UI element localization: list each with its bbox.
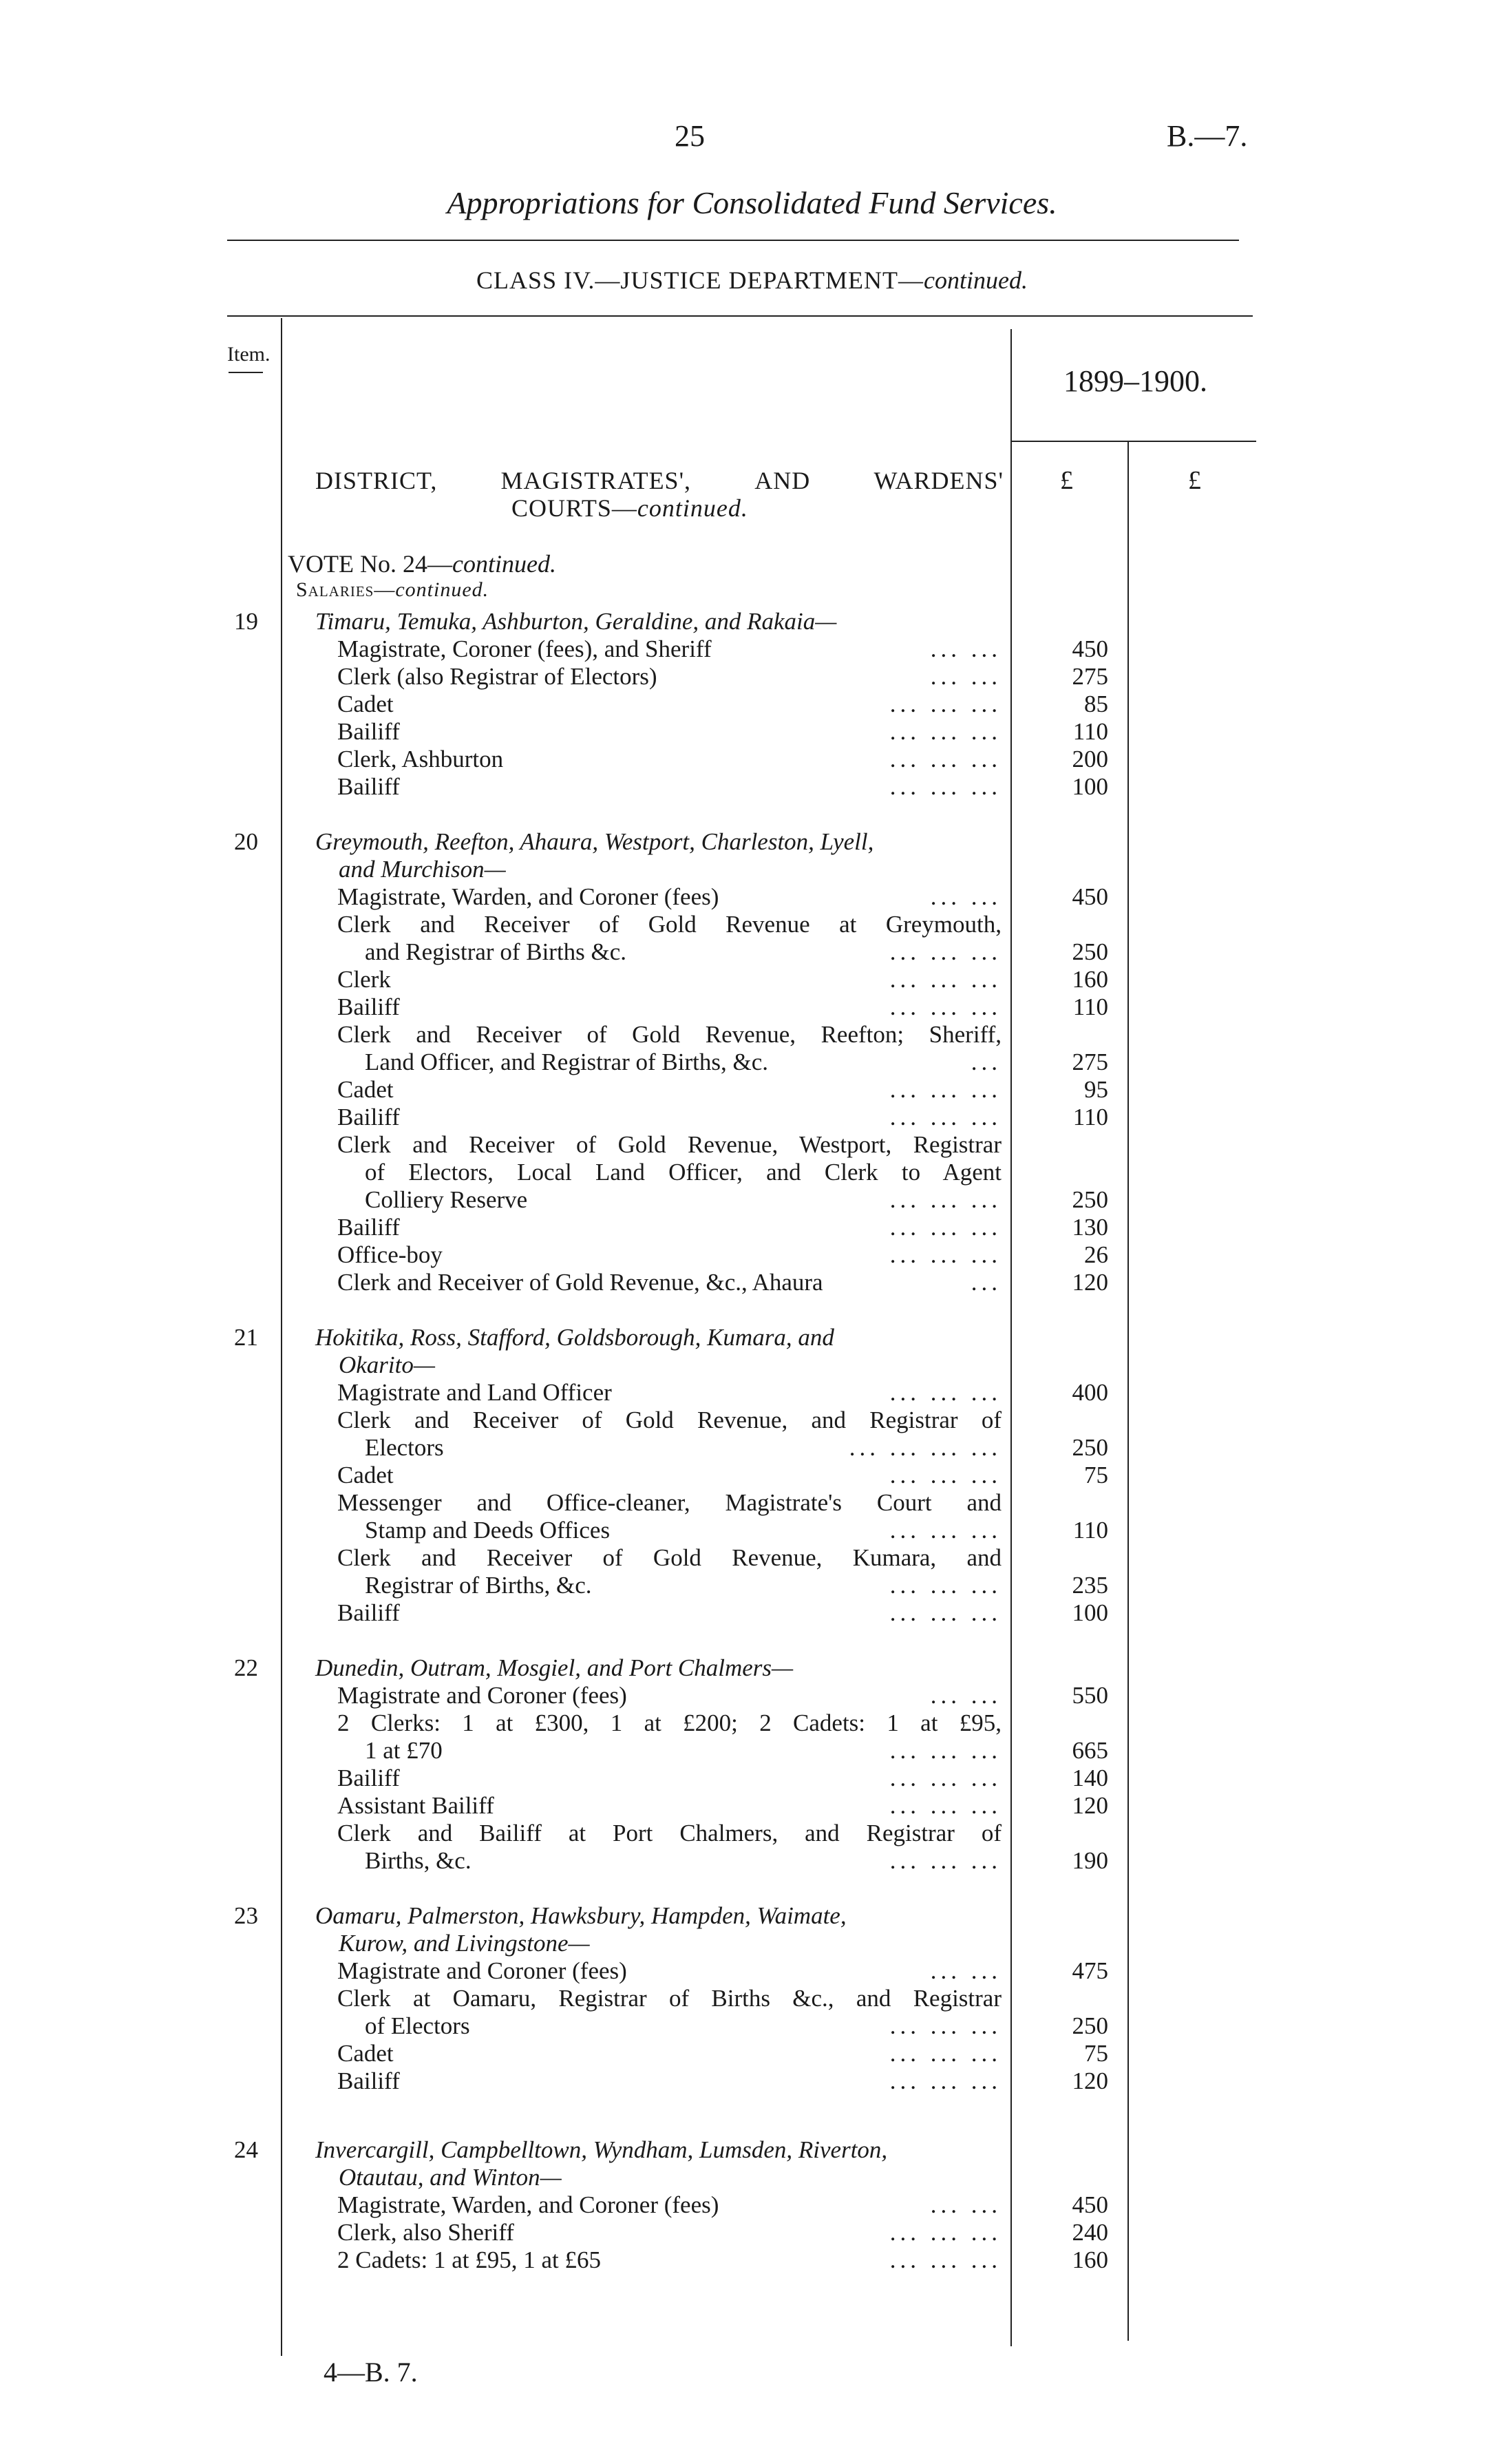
salary-line [0, 2067, 1504, 2095]
salary-description [365, 1049, 1002, 1076]
item-heading-row [0, 2136, 1504, 2164]
salary-description [337, 1379, 1002, 1407]
salary-description [337, 2191, 1002, 2219]
salary-description [337, 2246, 1002, 2274]
salary-amount: 100 [1072, 1599, 1108, 1626]
salary-amount: 26 [1084, 1241, 1108, 1268]
salary-amount: 275 [1072, 663, 1108, 690]
item-number: 21 [234, 1324, 258, 1351]
item-heading-row [0, 2164, 1504, 2191]
salary-amount: 120 [1072, 1792, 1108, 1819]
salary-description: 2 Clerks: 1 at £300, 1 at £200; 2 Cadets: 1 at £95, [337, 1709, 1002, 1736]
salary-amount: 400 [1072, 1379, 1108, 1406]
salary-description [365, 1572, 1002, 1599]
salary-line [0, 1076, 1504, 1104]
year-header-rule [1012, 441, 1256, 442]
salary-description [337, 746, 1002, 773]
salary-amount: 75 [1084, 1462, 1108, 1488]
salary-line [0, 1572, 1504, 1599]
salary-description [337, 1241, 1002, 1269]
section-word-1: DISTRICT, [315, 467, 438, 494]
salary-line [0, 993, 1504, 1021]
salary-label: Stamp and Deeds Offices [365, 1517, 611, 1544]
salary-description [337, 1076, 1002, 1104]
salary-line [0, 938, 1504, 966]
salary-line [0, 1847, 1504, 1875]
salary-label: Magistrate and Land Officer [337, 1379, 612, 1406]
leader-dots: ... ... ... [889, 718, 1002, 745]
salary-label: of Electors [365, 2012, 470, 2039]
salary-line [0, 1269, 1504, 1296]
salary-description [365, 2012, 1002, 2040]
salary-description: Clerk at Oamaru, Registrar of Births &c., and Registrar [337, 1985, 1002, 2012]
salary-amount: 110 [1072, 718, 1108, 745]
salary-label: Magistrate and Coroner (fees) [337, 1682, 627, 1709]
item-heading: Oamaru, Palmerston, Hawksbury, Hampden, Waimate, [315, 1902, 847, 1929]
leader-dots: ... ... ... [889, 993, 1002, 1020]
salary-amount: 130 [1072, 1214, 1108, 1241]
salary-label: Registrar of Births, &c. [365, 1572, 592, 1599]
leader-dots: ... ... ... [889, 1847, 1002, 1874]
item-heading: Dunedin, Outram, Mosgiel, and Port Chalmers— [315, 1654, 794, 1681]
salary-line [0, 1489, 1504, 1517]
salary-line [0, 663, 1504, 691]
salary-line [0, 1186, 1504, 1214]
salary-description [337, 1269, 1002, 1296]
salary-amount: 250 [1072, 1434, 1108, 1461]
salary-amount: 250 [1072, 2012, 1108, 2039]
leader-dots: ... ... ... [889, 1104, 1002, 1130]
item-block [0, 1654, 1504, 1875]
salary-line [0, 1407, 1504, 1434]
salary-label: Clerk [337, 966, 391, 993]
leader-dots: ... ... ... [889, 2246, 1002, 2273]
salary-description [365, 1434, 1002, 1462]
salary-line [0, 635, 1504, 663]
salary-line [0, 1792, 1504, 1820]
salary-line [0, 883, 1504, 911]
salary-label: Cadet [337, 1076, 394, 1103]
item-number: 23 [234, 1902, 258, 1929]
salary-line [0, 2012, 1504, 2040]
leader-dots: ... [971, 1049, 1002, 1075]
salary-amount: 120 [1072, 1269, 1108, 1296]
item-block [0, 1902, 1504, 2095]
salary-description: of Electors, Local Land Officer, and Clerk to Agent [365, 1159, 1002, 1186]
vote-heading [288, 549, 556, 578]
salary-line [0, 1021, 1504, 1049]
salaries-cont: continued. [395, 578, 489, 601]
vote-label: VOTE No. 24— [288, 550, 452, 578]
leader-dots: ... ... ... [889, 2067, 1002, 2094]
salary-line [0, 746, 1504, 773]
currency-col2: £ [1188, 466, 1201, 495]
vote-cont: continued. [452, 550, 556, 578]
item-heading-row [0, 1324, 1504, 1351]
leader-dots: ... ... ... ... [849, 1434, 1002, 1461]
salary-label: Bailiff [337, 718, 400, 745]
salary-amount: 665 [1072, 1737, 1108, 1764]
salary-description [337, 2219, 1002, 2246]
salary-line [0, 691, 1504, 718]
item-heading: Invercargill, Campbelltown, Wyndham, Lumsden, Riverton, [315, 2136, 888, 2163]
item-block [0, 2136, 1504, 2274]
salary-description: Clerk and Receiver of Gold Revenue at Greymouth, [337, 911, 1002, 938]
class-subtitle-cont: continued. [923, 266, 1028, 294]
salary-amount: 85 [1084, 691, 1108, 717]
leader-dots: ... ... ... [889, 691, 1002, 717]
leader-dots: ... ... ... [889, 2012, 1002, 2039]
salary-amount: 190 [1072, 1847, 1108, 1874]
leader-dots: ... ... ... [889, 1517, 1002, 1544]
salary-label: Clerk, Ashburton [337, 746, 504, 772]
salary-line [0, 1049, 1504, 1076]
salary-amount: 95 [1084, 1076, 1108, 1103]
item-heading-row [0, 608, 1504, 635]
salary-description [365, 1517, 1002, 1544]
salary-description [337, 718, 1002, 746]
item-heading-row [0, 828, 1504, 856]
item-heading-row [0, 1351, 1504, 1379]
class-subtitle-main: CLASS IV.—JUSTICE DEPARTMENT— [476, 266, 924, 294]
salary-line [0, 2246, 1504, 2274]
salary-label: and Registrar of Births &c. [365, 938, 627, 965]
leader-dots: ... ... ... [889, 1792, 1002, 1819]
item-heading-cont: Kurow, and Livingstone— [339, 1930, 590, 1957]
page-signature: 4—B. 7. [324, 2357, 418, 2388]
currency-col1: £ [1060, 466, 1073, 495]
salary-description [337, 1765, 1002, 1792]
salary-label: Colliery Reserve [365, 1186, 528, 1213]
salary-amount: 100 [1072, 773, 1108, 800]
salary-description [337, 1104, 1002, 1131]
salary-label: 1 at £70 [365, 1737, 443, 1764]
salary-description: Clerk and Receiver of Gold Revenue, Westport, Registrar [337, 1131, 1002, 1158]
salary-line [0, 1104, 1504, 1131]
salary-description [365, 1737, 1002, 1765]
item-heading: Hokitika, Ross, Stafford, Goldsborough, Kumara, and [315, 1324, 834, 1351]
salary-description [365, 1847, 1002, 1875]
salary-amount: 450 [1072, 635, 1108, 662]
salary-line [0, 1709, 1504, 1737]
item-heading: Timaru, Temuka, Ashburton, Geraldine, and Rakaia— [315, 608, 837, 635]
salary-label: Assistant Bailiff [337, 1792, 494, 1819]
salary-amount: 235 [1072, 1572, 1108, 1599]
salary-amount: 160 [1072, 966, 1108, 993]
salary-line [0, 718, 1504, 746]
salary-line [0, 1737, 1504, 1765]
salary-line [0, 2219, 1504, 2246]
salary-label: Bailiff [337, 1104, 400, 1130]
salary-label: Office-boy [337, 1241, 443, 1268]
salary-line [0, 1159, 1504, 1186]
leader-dots: ... ... ... [889, 1599, 1002, 1626]
salary-label: Bailiff [337, 2067, 400, 2094]
salary-description [337, 966, 1002, 993]
title-rule [227, 240, 1239, 241]
salary-description: Clerk and Receiver of Gold Revenue, Reefton; Sheriff, [337, 1021, 1002, 1048]
item-block [0, 608, 1504, 801]
section-line2: COURTS— [511, 494, 637, 522]
leader-dots: ... ... ... [889, 1241, 1002, 1268]
class-subtitle [0, 266, 1504, 295]
salary-label: Clerk (also Registrar of Electors) [337, 663, 657, 690]
leader-dots: ... ... ... [889, 1214, 1002, 1241]
leader-dots: ... ... ... [889, 1765, 1002, 1791]
salary-amount: 120 [1072, 2067, 1108, 2094]
salary-line [0, 1241, 1504, 1269]
section-word-3: AND [754, 467, 811, 494]
leader-dots: ... ... ... [889, 1572, 1002, 1599]
leader-dots: ... ... ... [889, 773, 1002, 800]
salary-description [337, 1792, 1002, 1820]
year-column-header: 1899–1900. [1063, 364, 1207, 398]
salary-line [0, 966, 1504, 993]
salary-label: Bailiff [337, 993, 400, 1020]
salary-description [365, 938, 1002, 966]
salary-label: Land Officer, and Registrar of Births, &c. [365, 1049, 768, 1075]
salary-description [337, 635, 1002, 663]
leader-dots: ... ... [930, 663, 1002, 690]
salary-amount: 110 [1072, 1104, 1108, 1130]
salary-description [337, 883, 1002, 911]
salary-label: Magistrate and Coroner (fees) [337, 1957, 627, 1984]
salary-description [337, 1682, 1002, 1709]
salary-description [337, 1214, 1002, 1241]
page-title: Appropriations for Consolidated Fund Services. [447, 185, 1057, 220]
salary-description [337, 773, 1002, 801]
salary-amount: 450 [1072, 2191, 1108, 2218]
salary-amount: 475 [1072, 1957, 1108, 1984]
leader-dots: ... [971, 1269, 1002, 1296]
salary-label: Bailiff [337, 773, 400, 800]
salary-label: 2 Cadets: 1 at £95, 1 at £65 [337, 2246, 602, 2273]
salary-line [0, 1131, 1504, 1159]
item-number: 24 [234, 2136, 258, 2163]
salary-label: Electors [365, 1434, 444, 1461]
salary-line [0, 2191, 1504, 2219]
salary-line [0, 1434, 1504, 1462]
salary-amount: 75 [1084, 2040, 1108, 2067]
item-heading-cont: and Murchison— [339, 856, 506, 883]
salary-description [337, 663, 1002, 691]
item-heading-cont: Otautau, and Winton— [339, 2164, 562, 2191]
page-number: 25 [675, 119, 705, 153]
salary-description [337, 1599, 1002, 1627]
salary-label: Clerk and Receiver of Gold Revenue, &c., Ahaura [337, 1269, 823, 1296]
salary-line [0, 1599, 1504, 1627]
salary-amount: 200 [1072, 746, 1108, 772]
salary-amount: 160 [1072, 2246, 1108, 2273]
section-word-4: WARDENS' [873, 467, 1004, 494]
salary-label: Cadet [337, 2040, 394, 2067]
salary-line [0, 1765, 1504, 1792]
salary-amount: 240 [1072, 2219, 1108, 2246]
section-line2-cont: continued. [637, 494, 748, 522]
leader-dots: ... ... [930, 1957, 1002, 1984]
salary-line [0, 1214, 1504, 1241]
salary-label: Magistrate, Coroner (fees), and Sheriff [337, 635, 712, 662]
salary-label: Bailiff [337, 1214, 400, 1241]
item-header-rule [229, 372, 263, 373]
subtitle-rule [227, 315, 1253, 317]
salary-line [0, 773, 1504, 801]
salaries-heading [296, 578, 489, 602]
salary-label: Cadet [337, 691, 394, 717]
salary-amount: 140 [1072, 1765, 1108, 1791]
salary-line [0, 1957, 1504, 1985]
salary-line [0, 1462, 1504, 1489]
leader-dots: ... ... ... [889, 1186, 1002, 1213]
leader-dots: ... ... ... [889, 1462, 1002, 1488]
leader-dots: ... ... ... [889, 746, 1002, 772]
item-block [0, 828, 1504, 1296]
leader-dots: ... ... ... [889, 966, 1002, 993]
leader-dots: ... ... ... [889, 1076, 1002, 1103]
item-block [0, 1324, 1504, 1627]
salary-description [337, 993, 1002, 1021]
leader-dots: ... ... [930, 635, 1002, 662]
salary-amount: 110 [1072, 993, 1108, 1020]
salary-label: Bailiff [337, 1765, 400, 1791]
salary-label: Magistrate, Warden, and Coroner (fees) [337, 883, 719, 910]
item-heading-row [0, 856, 1504, 883]
leader-dots: ... ... ... [889, 1737, 1002, 1764]
salary-line [0, 1544, 1504, 1572]
salary-label: Births, &c. [365, 1847, 472, 1874]
item-column-header: Item. [227, 343, 271, 366]
salary-line [0, 2040, 1504, 2067]
leader-dots: ... ... [930, 1682, 1002, 1709]
item-number: 19 [234, 608, 258, 635]
salary-line [0, 1985, 1504, 2012]
leader-dots: ... ... ... [889, 2219, 1002, 2246]
salaries-label: Salaries— [296, 578, 396, 601]
salary-description [337, 1462, 1002, 1489]
salary-description [337, 2040, 1002, 2067]
salary-label: Magistrate, Warden, and Coroner (fees) [337, 2191, 719, 2218]
salary-amount: 550 [1072, 1682, 1108, 1709]
salary-description [337, 691, 1002, 718]
item-heading-row [0, 1654, 1504, 1682]
leader-dots: ... ... ... [889, 1379, 1002, 1406]
document-reference: B.—7. [1167, 119, 1248, 153]
salary-description [365, 1186, 1002, 1214]
salary-amount: 275 [1072, 1049, 1108, 1075]
item-number: 20 [234, 828, 258, 855]
salary-amount: 110 [1072, 1517, 1108, 1544]
leader-dots: ... ... [930, 2191, 1002, 2218]
leader-dots: ... ... [930, 883, 1002, 910]
salary-description: Clerk and Receiver of Gold Revenue, and Registrar of [337, 1407, 1002, 1433]
salary-description: Clerk and Receiver of Gold Revenue, Kumara, and [337, 1544, 1002, 1571]
salary-description [337, 2067, 1002, 2095]
section-word-2: MAGISTRATES', [500, 467, 692, 494]
salary-label: Clerk, also Sheriff [337, 2219, 514, 2246]
leader-dots: ... ... ... [889, 938, 1002, 965]
salary-amount: 450 [1072, 883, 1108, 910]
salary-line [0, 1517, 1504, 1544]
item-heading-row [0, 1902, 1504, 1930]
item-heading-row [0, 1930, 1504, 1957]
section-heading [315, 467, 1004, 522]
salary-description [337, 1957, 1002, 1985]
salary-description: Messenger and Office-cleaner, Magistrate's Court and [337, 1489, 1002, 1516]
item-heading-cont: Okarito— [339, 1351, 435, 1378]
salary-line [0, 911, 1504, 938]
item-heading: Greymouth, Reefton, Ahaura, Westport, Charleston, Lyell, [315, 828, 874, 855]
salary-line [0, 1682, 1504, 1709]
item-number: 22 [234, 1654, 258, 1681]
leader-dots: ... ... ... [889, 2040, 1002, 2067]
salary-amount: 250 [1072, 938, 1108, 965]
salary-description: Clerk and Bailiff at Port Chalmers, and Registrar of [337, 1820, 1002, 1846]
salary-label: Cadet [337, 1462, 394, 1488]
salary-line [0, 1820, 1504, 1847]
salary-amount: 250 [1072, 1186, 1108, 1213]
salary-label: Bailiff [337, 1599, 400, 1626]
salary-line [0, 1379, 1504, 1407]
